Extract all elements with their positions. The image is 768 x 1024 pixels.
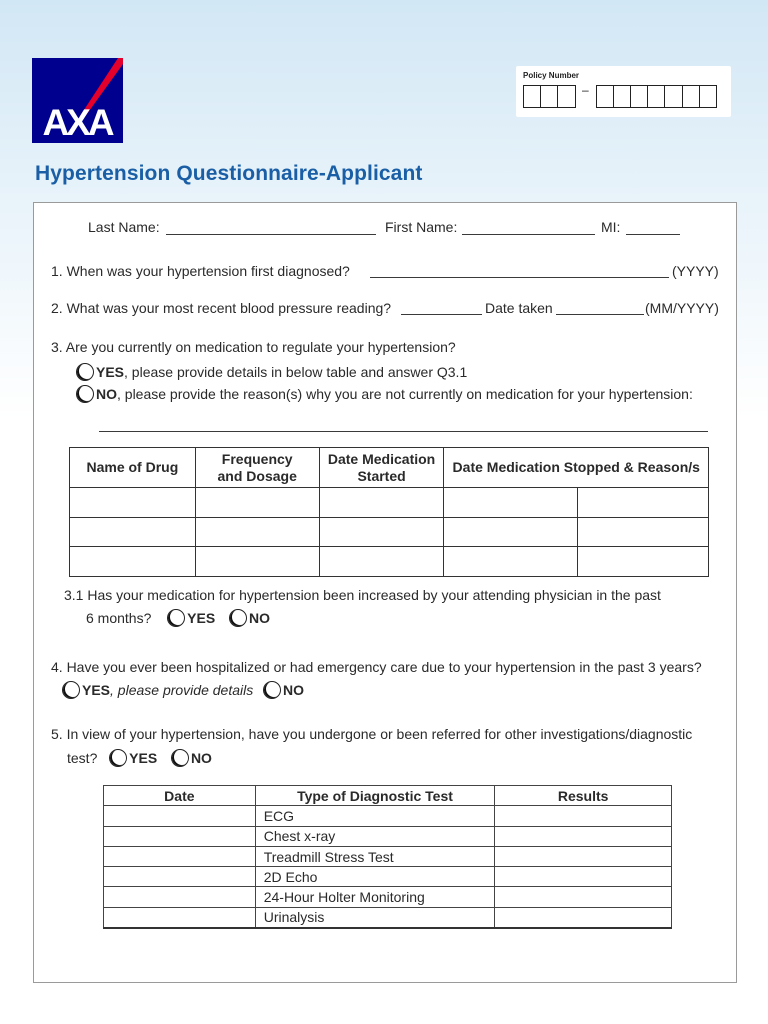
diag-date-cell[interactable] (104, 907, 256, 927)
table-row (70, 547, 709, 577)
diag-result-cell[interactable] (495, 806, 672, 826)
diag-result-cell[interactable] (495, 826, 672, 846)
policy-digit-cell[interactable] (613, 85, 632, 108)
q3-1-no-label: NO (248, 610, 270, 626)
q4-no-label: NO (283, 682, 304, 698)
diag-header-results: Results (495, 786, 672, 806)
mi-label: MI: (601, 219, 621, 235)
q2-suffix: (MM/YYYY) (645, 300, 719, 316)
q3-reason-field[interactable] (99, 431, 708, 432)
q4-yes-note: , please provide details (110, 682, 254, 698)
policy-number-suffix-cells (596, 85, 716, 108)
table-cell[interactable] (444, 547, 578, 577)
table-cell[interactable] (319, 517, 444, 547)
last-name-label: Last Name: (88, 219, 160, 235)
q5-no-radio[interactable] (171, 749, 189, 767)
first-name-field[interactable] (462, 234, 595, 235)
diag-date-cell[interactable] (104, 806, 256, 826)
diag-test-name: Urinalysis (255, 907, 495, 927)
policy-digit-cell[interactable] (682, 85, 701, 108)
policy-digit-cell[interactable] (523, 85, 542, 108)
q3-no-text: , please provide the reason(s) why you are not currently on medication for your hypertension: (117, 386, 693, 402)
policy-digit-cell[interactable] (540, 85, 559, 108)
policy-number-prefix-cells (523, 85, 574, 108)
diag-test-name: 24-Hour Holter Monitoring (255, 887, 495, 907)
diag-header-date: Date (104, 786, 256, 806)
diag-header-type: Type of Diagnostic Test (255, 786, 495, 806)
q1-text: 1. When was your hypertension first diagnosed? (51, 263, 350, 279)
table-row (104, 826, 672, 846)
page-title: Hypertension Questionnaire-Applicant (35, 162, 423, 185)
diag-date-cell[interactable] (104, 846, 256, 866)
policy-number-box (516, 66, 731, 117)
bp-reading-field[interactable] (401, 314, 482, 315)
table-row (104, 846, 672, 866)
diag-date-cell[interactable] (104, 867, 256, 887)
table-cell[interactable] (70, 488, 196, 518)
diagnostic-test-table (103, 785, 672, 929)
policy-digit-cell[interactable] (630, 85, 649, 108)
q4-yes-label: YES (82, 682, 111, 698)
table-cell[interactable] (444, 488, 578, 518)
q3-no-radio[interactable] (76, 385, 94, 403)
q3-no-label: NO (96, 386, 117, 402)
q3-1-text: 3.1 Has your medication for hypertension been increased by your attending physician in the past (64, 587, 661, 603)
q3-1-yes-label: YES (187, 610, 216, 626)
diag-result-cell[interactable] (495, 846, 672, 866)
first-name-label: First Name: (385, 219, 458, 235)
med-header-drug: Name of Drug (70, 448, 196, 488)
diag-result-cell[interactable] (495, 867, 672, 887)
q3-yes-option (76, 363, 467, 381)
q5-yes-label: YES (129, 750, 158, 766)
policy-number-label: Policy Number (523, 71, 580, 80)
diag-test-name: ECG (255, 806, 495, 826)
q5-text: 5. In view of your hypertension, have you undergone or been referred for other investigations/diagnostic (51, 726, 693, 742)
q3-no-option (76, 385, 693, 403)
bp-date-field[interactable] (556, 314, 644, 315)
axa-logo-mark (32, 58, 123, 143)
policy-digit-cell[interactable] (596, 85, 615, 108)
table-row (104, 806, 672, 826)
diag-result-cell[interactable] (495, 887, 672, 907)
q3-1-yes-radio[interactable] (167, 609, 185, 627)
table-row (104, 867, 672, 887)
axa-logo-text: AXA (42, 102, 112, 143)
q3-1-no-radio[interactable] (229, 609, 247, 627)
table-row (70, 517, 709, 547)
table-cell[interactable] (195, 488, 319, 518)
table-row (104, 887, 672, 907)
diag-test-name: Treadmill Stress Test (255, 846, 495, 866)
table-cell[interactable] (444, 517, 578, 547)
q2-date-label: Date taken (485, 300, 553, 316)
axa-logo (32, 58, 123, 143)
diag-test-name: Chest x-ray (255, 826, 495, 846)
table-cell[interactable] (578, 517, 709, 547)
q3-yes-radio[interactable] (76, 363, 94, 381)
table-cell[interactable] (70, 547, 196, 577)
q3-1-options (86, 609, 270, 627)
q5-text-line2: test? (67, 750, 98, 766)
med-header-stopped: Date Medication Stopped & Reason/s (444, 448, 709, 488)
q3-1-text-line2: 6 months? (86, 610, 152, 626)
table-cell[interactable] (195, 547, 319, 577)
medication-table (69, 447, 709, 577)
med-header-started: Date Medication Started (319, 448, 444, 488)
mi-field[interactable] (626, 234, 680, 235)
q3-text: 3. Are you currently on medication to regulate your hypertension? (51, 339, 456, 355)
table-row (70, 488, 709, 518)
diag-date-cell[interactable] (104, 887, 256, 907)
q1-suffix: (YYYY) (672, 263, 719, 279)
policy-digit-cell[interactable] (647, 85, 666, 108)
table-cell[interactable] (195, 517, 319, 547)
q5-options (67, 749, 212, 767)
table-cell[interactable] (319, 488, 444, 518)
policy-number-dash: – (582, 83, 589, 97)
q3-yes-label: YES (96, 364, 125, 380)
q3-yes-text: , please provide details in below table and answer Q3.1 (124, 364, 468, 380)
q5-no-label: NO (190, 750, 212, 766)
table-cell[interactable] (578, 488, 709, 518)
q4-yes-radio[interactable] (62, 681, 80, 699)
diag-result-cell[interactable] (495, 907, 672, 927)
table-cell[interactable] (578, 547, 709, 577)
q4-no-radio[interactable] (263, 681, 281, 699)
q4-options (62, 681, 304, 699)
med-header-frequency: Frequency and Dosage (195, 448, 319, 488)
policy-digit-cell[interactable] (699, 85, 718, 108)
policy-digit-cell[interactable] (557, 85, 576, 108)
table-row (104, 907, 672, 927)
diag-test-name: 2D Echo (255, 867, 495, 887)
q2-text: 2. What was your most recent blood pressure reading? (51, 300, 392, 316)
last-name-field[interactable] (166, 234, 376, 235)
table-cell[interactable] (319, 547, 444, 577)
q1-answer-field[interactable] (370, 277, 669, 278)
diag-date-cell[interactable] (104, 826, 256, 846)
q5-yes-radio[interactable] (109, 749, 127, 767)
q4-text: 4. Have you ever been hospitalized or had emergency care due to your hypertension in the past 3 years? (51, 659, 702, 675)
table-cell[interactable] (70, 517, 196, 547)
policy-digit-cell[interactable] (664, 85, 683, 108)
